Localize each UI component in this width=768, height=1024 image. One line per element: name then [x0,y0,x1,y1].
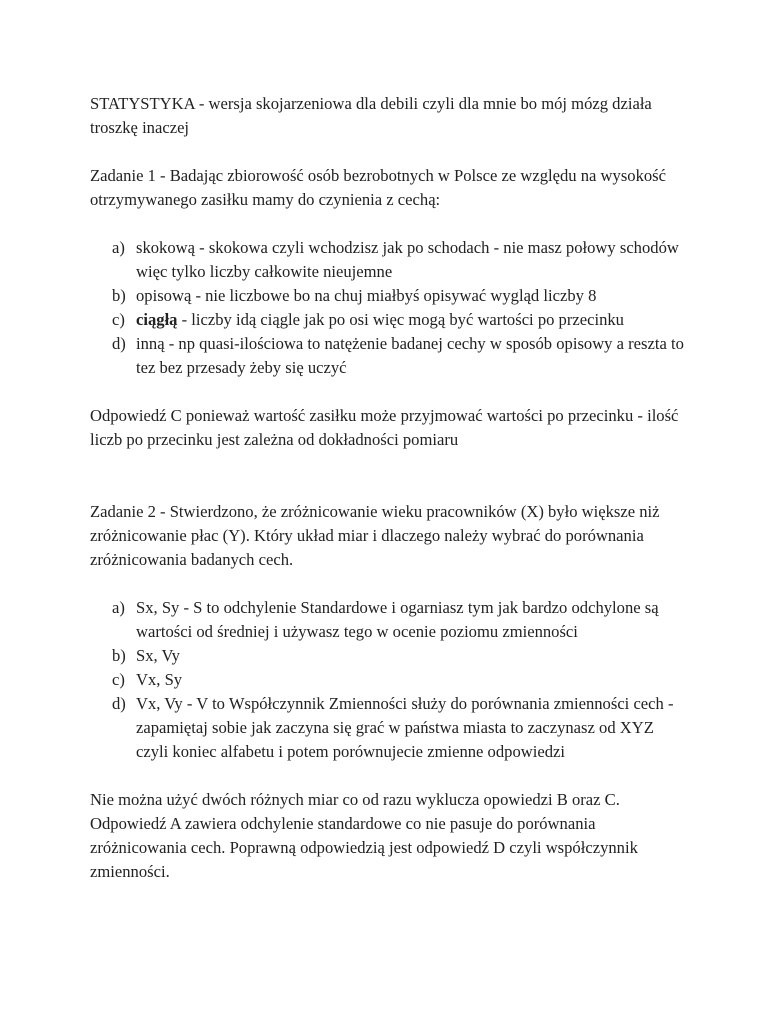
document-title: STATYSTYKA - wersja skojarzeniowa dla debili czyli dla mnie bo mój mózg działa troszkę inaczej [90,94,652,137]
spacer [90,212,690,236]
option-marker: a) [112,598,125,617]
task2-answer: Nie można użyć dwóch różnych miar co od razu wyklucza opowiedzi B oraz C. Odpowiedź A zawiera odchylenie standardowe co nie pasuje do porównania zróżnicowania cech. Poprawną odpowiedzią jest odpowiedź D czyli współczynnik zmienności. [90,790,638,881]
task1-options-list [90,236,690,380]
task2-option-a [90,596,690,644]
option-marker: b) [112,646,126,665]
spacer [90,452,690,500]
task2-option-d [90,692,690,764]
task1-question: Zadanie 1 - Badając zbiorowość osób bezrobotnych w Polsce ze względu na wysokość otrzymywanego zasiłku mamy do czynienia z cechą: [90,166,666,209]
option-bold-term: ciągłą [136,310,178,329]
document-page [90,92,690,884]
option-marker: d) [112,334,126,353]
task2-question: Zadanie 2 - Stwierdzono, że zróżnicowanie wieku pracowników (X) było większe niż zróżnicowanie płac (Y). Który układ miar i dlaczego należy wybrać do porównania zróżnicowania badanych cech. [90,502,660,569]
spacer [90,140,690,164]
task1-option-b [90,284,690,308]
option-marker: c) [112,310,125,329]
option-text: Vx, Vy - V to Współczynnik Zmienności służy do porównania zmienności cech - zapamiętaj sobie jak zaczyna się grać w państwa miasta to zaczynasz od XYZ czyli koniec alfabetu i potem porównujecie zmienne odpowiedzi [136,694,674,761]
option-marker: c) [112,670,125,689]
spacer [90,764,690,788]
task1-answer: Odpowiedź C ponieważ wartość zasiłku może przyjmować wartości po przecinku - ilość liczb po przecinku jest zależna od dokładności pomiaru [90,406,679,449]
option-text: - liczby idą ciągle jak po osi więc mogą być wartości po przecinku [177,310,624,329]
task1-option-d [90,332,690,380]
option-text: Vx, Sy [136,670,183,689]
task1-option-c [90,308,690,332]
spacer [90,572,690,596]
task2-option-c [90,668,690,692]
spacer [90,380,690,404]
option-marker: b) [112,286,126,305]
task2-option-b [90,644,690,668]
option-text: Sx, Vy [136,646,180,665]
task2-options-list [90,596,690,764]
option-text: Sx, Sy - S to odchylenie Standardowe i ogarniasz tym jak bardzo odchylone są wartości od średniej i używasz tego w ocenie poziomu zmienności [136,598,659,641]
option-marker: d) [112,694,126,713]
task1-option-a [90,236,690,284]
option-marker: a) [112,238,125,257]
option-text: skokową - skokowa czyli wchodzisz jak po schodach - nie masz połowy schodów więc tylko liczby całkowite nieujemne [136,238,679,281]
option-text: opisową - nie liczbowe bo na chuj miałbyś opisywać wygląd liczby 8 [136,286,597,305]
option-text: inną - np quasi-ilościowa to natężenie badanej cechy w sposób opisowy a reszta to tez bez przesady żeby się uczyć [136,334,684,377]
